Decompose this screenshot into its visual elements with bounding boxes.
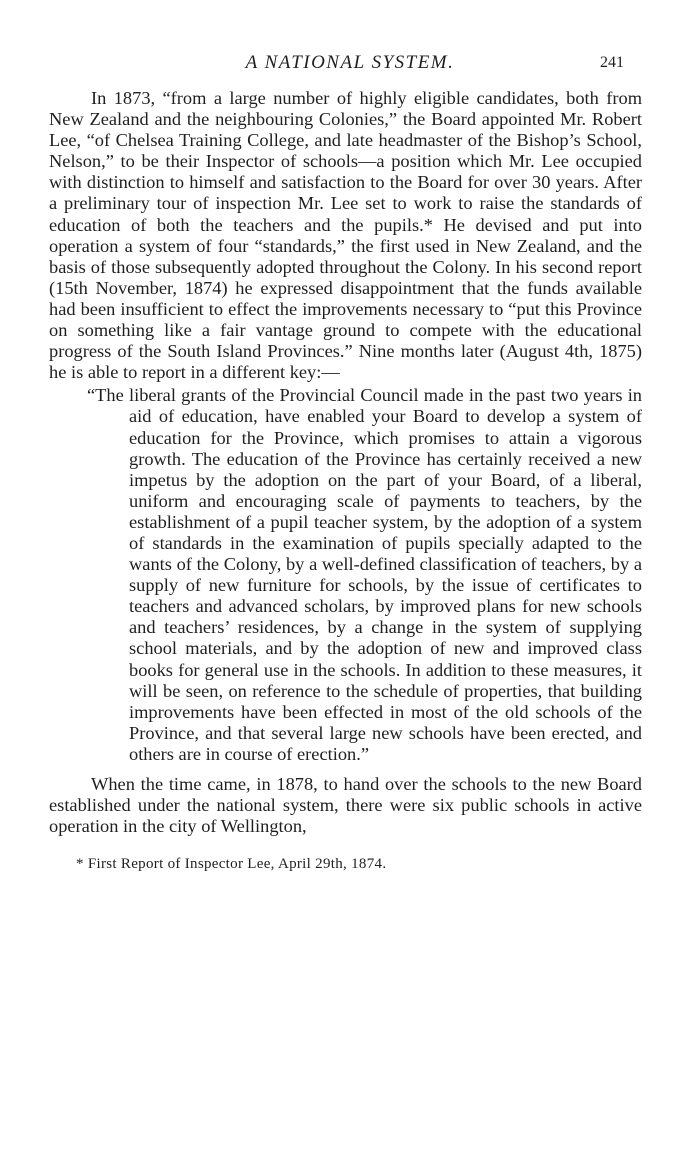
block-quotation: “The liberal grants of the Provincial Council made in the past two years in aid of education, have enabled your Board to develop a system of education for the Province, which promises to attain a vigorous growth. The education of the Province has certainly received a new impetus by the adoption on the part of your Board, of a liberal, uniform and encouraging scale of payments to teachers, by the establishment of a pupil teacher system, by the adoption of a system of standards in the examination of pupils specially adapted to the wants of the Colony, by a well-defined classification of teachers, by a supply of new furniture for schools, by the issue of certificates to teachers and advanced scholars, by improved plans for new schools and teachers’ residences, by a change in the system of supplying school materials, and by the adoption of new and improved class books for general use in the schools. In addition to these measures, it will be seen, on reference to the schedule of properties, that building improvements have been effected in most of the old schools of the Province, and that several large new schools have been erected, and others are in course of erection.” (87, 385, 642, 764)
body-text (49, 88, 642, 837)
footnote: * First Report of Inspector Lee, April 29th, 1874. (76, 856, 387, 872)
running-title: A NATIONAL SYSTEM. (245, 52, 455, 73)
page-number: 241 (600, 54, 624, 71)
running-head (0, 52, 700, 76)
paragraph-lee-appointment: In 1873, “from a large number of highly eligible candidates, both from New Zealand and the neighbouring Colonies,” the Board appointed Mr. Robert Lee, “of Chelsea Training College, and late headmaster of the Bishop’s School, Nelson,” to be their Inspector of schools—a position which Mr. Lee occupied with distinction to himself and satisfaction to the Board for over 30 years. After a preliminary tour of inspection Mr. Lee set to work to raise the standards of education of both the teachers and the pupils.* He devised and put into operation a system of four “standards,” the first used in New Zealand, and the basis of those subsequently adopted throughout the Colony. In his second report (15th November, 1874) he expressed disappointment that the funds available had been insufficient to effect the improvements necessary to “put this Province on something like a fair vantage ground to compete with the educational progress of the South Island Provinces.” Nine months later (August 4th, 1875) he is able to report in a different key:— (49, 88, 642, 383)
paragraph-handover: When the time came, in 1878, to hand over the schools to the new Board established under the national system, there were six public schools in active operation in the city of Wellington, (49, 774, 642, 837)
